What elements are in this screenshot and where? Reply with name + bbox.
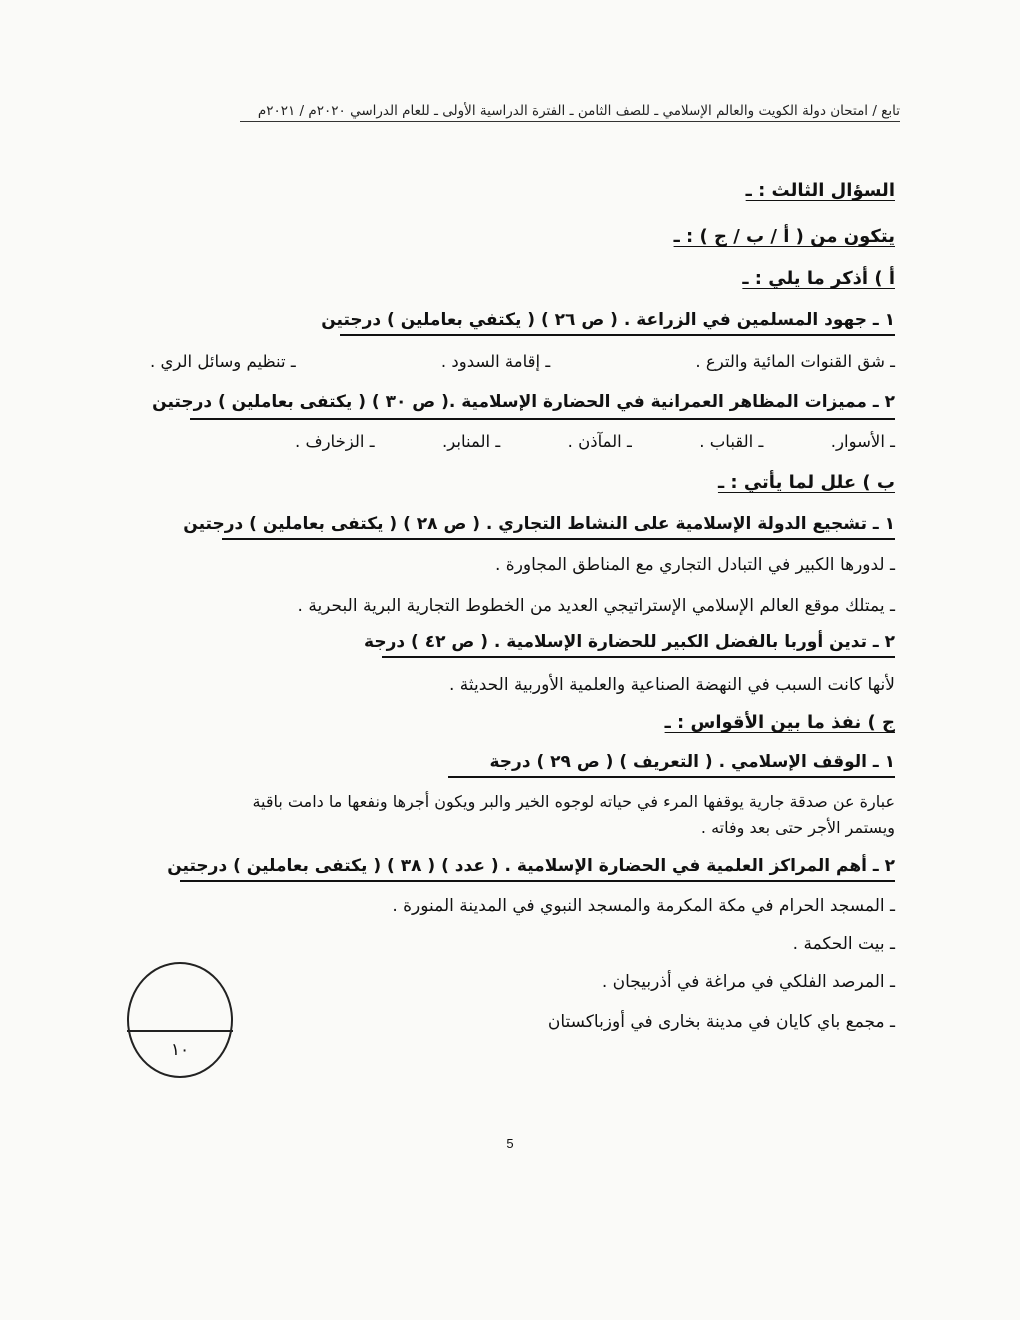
underline-rule [222,538,895,540]
part-a-item1-answers [150,352,895,371]
underline-rule [190,418,895,420]
part-b-item1-answer2: ـ يمتلك موقع العالم الإسلامي الإستراتيجي العديد من الخطوط التجارية البرية البحرية . [297,596,895,616]
part-c-item1-answer-line2: ويستمر الأجر حتى بعد وفاته . [700,818,895,837]
underline-rule [180,880,895,882]
question-title: السؤال الثالث : ـ [745,180,895,201]
part-c-title: ج ) نفذ ما بين الأقواس : ـ [664,712,895,733]
part-a-item2-answers [295,432,895,451]
part-b-item2-answer: لأنها كانت السبب في النهضة الصناعية والعلمية الأوربية الحديثة . [448,675,895,695]
score-value: ١٠ [170,1040,190,1060]
answer-item: ـ القباب . [699,432,764,451]
answer-item: ـ الزخارف . [295,432,375,451]
question-composition: يتكون من ( أ / ب / ج ) : ـ [673,226,895,247]
part-c-item2-title: ٢ ـ أهم المراكز العلمية في الحضارة الإسلامية . ( عدد ) ( ٣٨ ) ( يكتفى بعاملين ) درجتين [167,856,895,876]
answer-item: ـ الأسوار. [830,432,895,451]
part-c-item2-answer: ـ المسجد الحرام في مكة المكرمة والمسجد النبوي في المدينة المنورة . [392,896,895,916]
part-b-item1-title: ١ ـ تشجيع الدولة الإسلامية على النشاط التجاري . ( ص ٢٨ ) ( يكتفى بعاملين ) درجتين [183,514,895,534]
answer-item: ـ شق القنوات المائية والترع . [695,352,895,371]
part-c-item2-answer: ـ المرصد الفلكي في مراغة في أذربيجان . [601,972,895,992]
answer-item: ـ إقامة السدود . [440,352,551,371]
part-b-item1-answer1: ـ لدورها الكبير في التبادل التجاري مع المناطق المجاورة . [495,555,895,575]
underline-rule [448,776,895,778]
part-c-item2-answer: ـ مجمع باي كايان في مدينة بخارى في أوزباكستان [547,1012,895,1032]
part-a-title: أ ) أذكر ما يلي : ـ [742,268,895,289]
exam-header: تابع / امتحان دولة الكويت والعالم الإسلامي ـ للصف الثامن ـ الفترة الدراسية الأولى ـ للعام الدراسي ٢٠٢٠م / ٢٠٢١م [240,103,900,122]
answer-item: ـ تنظيم وسائل الري . [150,352,296,371]
part-c-item2-answer: ـ بيت الحكمة . [792,934,895,954]
part-a-item1-title: ١ ـ جهود المسلمين في الزراعة . ( ص ٢٦ ) ( يكتفي بعاملين ) درجتين [321,310,895,330]
score-divider [127,1030,233,1032]
part-b-title: ب ) علل لما يأتي : ـ [717,472,895,493]
part-c-item1-answer-line1: عبارة عن صدقة جارية يوقفها المرء في حياته لوجوه الخير والبر ويكون أجرها ونفعها ما دامت باقية [252,792,895,811]
answer-item: ـ المآذن . [567,432,632,451]
page-number: 5 [506,1136,514,1151]
part-b-item2-title: ٢ ـ تدين أوربا بالفضل الكبير للحضارة الإسلامية . ( ص ٤٢ ) درجة [364,632,895,652]
part-c-item1-title: ١ ـ الوقف الإسلامي . ( التعريف ) ( ص ٢٩ ) درجة [489,752,895,772]
underline-rule [382,656,895,658]
part-a-item2-title: ٢ ـ مميزات المظاهر العمرانية في الحضارة الإسلامية .( ص ٣٠ ) ( يكتفى بعاملين ) درجتين [152,392,895,412]
answer-item: ـ المنابر. [442,432,501,451]
underline-rule [340,334,895,336]
score-circle [127,962,233,1078]
